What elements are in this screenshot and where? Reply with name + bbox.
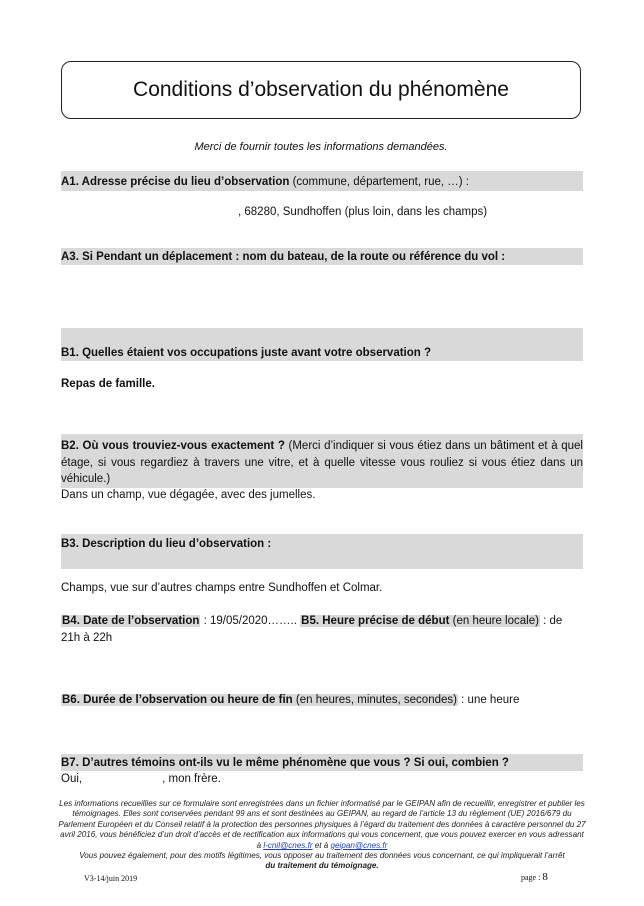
privacy-text-3: du traitement du témoignage.: [265, 861, 379, 871]
b7-answer: [61, 771, 221, 787]
b7-answer-start: Oui,: [61, 773, 83, 785]
b4-label: B4. Date de l’observation: [62, 615, 200, 627]
privacy-joiner: et à: [312, 840, 331, 850]
b7-question: B7. D’autres témoins ont-ils vu le même phénomène que vous ? Si oui, combien ?: [61, 757, 509, 769]
b1-question: B1. Quelles étaient vos occupations juste avant votre observation ?: [61, 347, 432, 359]
b5-label: B5. Heure précise de début: [301, 615, 450, 627]
b6-label: B6. Durée de l’observation ou heure de fin: [62, 694, 293, 706]
b1-answer: Repas de famille.: [61, 378, 155, 390]
a1-question: [61, 174, 469, 190]
a1-answer: , 68280, Sundhoffen (plus loin, dans les champs): [238, 206, 488, 218]
b6-hint: (en heures, minutes, secondes): [292, 694, 457, 706]
a1-hint: (commune, département, rue, …) :: [289, 176, 469, 188]
b6-question: [61, 692, 519, 708]
page-number: [521, 871, 548, 883]
b5-label-group: [300, 615, 540, 627]
b2-answer: Dans un champ, vue dégagée, avec des jumelles.: [61, 489, 316, 501]
b3-answer: Champs, vue sur d’autres champs entre Sundhoffen et Colmar.: [61, 582, 383, 594]
b2-hint: (Merci d’indiquer si vous étiez dans un bâtiment et à quel étage, si vous regardiez à travers une vitre, et à quelle vitesse vous rouliez si vous étiez dans un véhicule.): [61, 440, 583, 485]
b4-b5-question: [61, 613, 562, 629]
b5-answer-part2: 21h à 22h: [61, 632, 113, 644]
b7-answer-end: , mon frère.: [162, 773, 221, 785]
b6-answer: : une heure: [457, 694, 520, 706]
b4-answer: : 19/05/2020……..: [200, 615, 297, 627]
b6-label-group: [61, 694, 458, 706]
privacy-text-1: Les informations recueillies sur ce formulaire sont enregistrées dans un fichier informatisé par le GEIPAN afin de recueillir, enregistrer et publier les témoignages. Elles sont conservées pendant 99 ans et sont destinées au GEIPAN, au regard de l’article 13 du règlement (UE) 2016/679 du Parlement Européen et du Conseil relatif à la protection des personnes physiques à l’égard du traitement des données à caractère personnel du 27 avril 2016, vous bénéficiez d’un droit d’accès et de rectification aux informations qui vous concernent, que vous pouvez exercer en vous adressant à: [58, 799, 586, 850]
instructions-subtitle: Merci de fournir toutes les informations demandées.: [194, 141, 448, 153]
form-version: V3-14/juin 2019: [84, 874, 138, 883]
b2-label: B2. Où vous trouviez-vous exactement ?: [61, 440, 285, 452]
page-label: page :: [521, 873, 543, 882]
privacy-notice: [58, 799, 586, 872]
a3-question: A3. Si Pendant un déplacement : nom du bateau, de la route ou référence du vol :: [61, 251, 506, 263]
privacy-text-2: Vous pouvez également, pour des motifs légitimes, vous opposer au traitement des données vous concernant, ce qui impliquerait l’arrêt: [79, 851, 565, 861]
geipan-email-link[interactable]: geipan@cnes.fr: [330, 840, 388, 850]
page-title: Conditions d’observation du phénomène: [61, 61, 581, 119]
b2-question: [61, 438, 583, 488]
b3-question: B3. Description du lieu d’observation :: [61, 538, 272, 550]
b5-hint: (en heure locale): [449, 615, 539, 627]
page-number-value: 8: [542, 871, 548, 883]
cnil-email-link[interactable]: l-cnil@cnes.fr: [263, 840, 313, 850]
b5-answer-part1: : de: [539, 615, 563, 627]
a1-label: A1. Adresse précise du lieu d’observation: [61, 176, 290, 188]
